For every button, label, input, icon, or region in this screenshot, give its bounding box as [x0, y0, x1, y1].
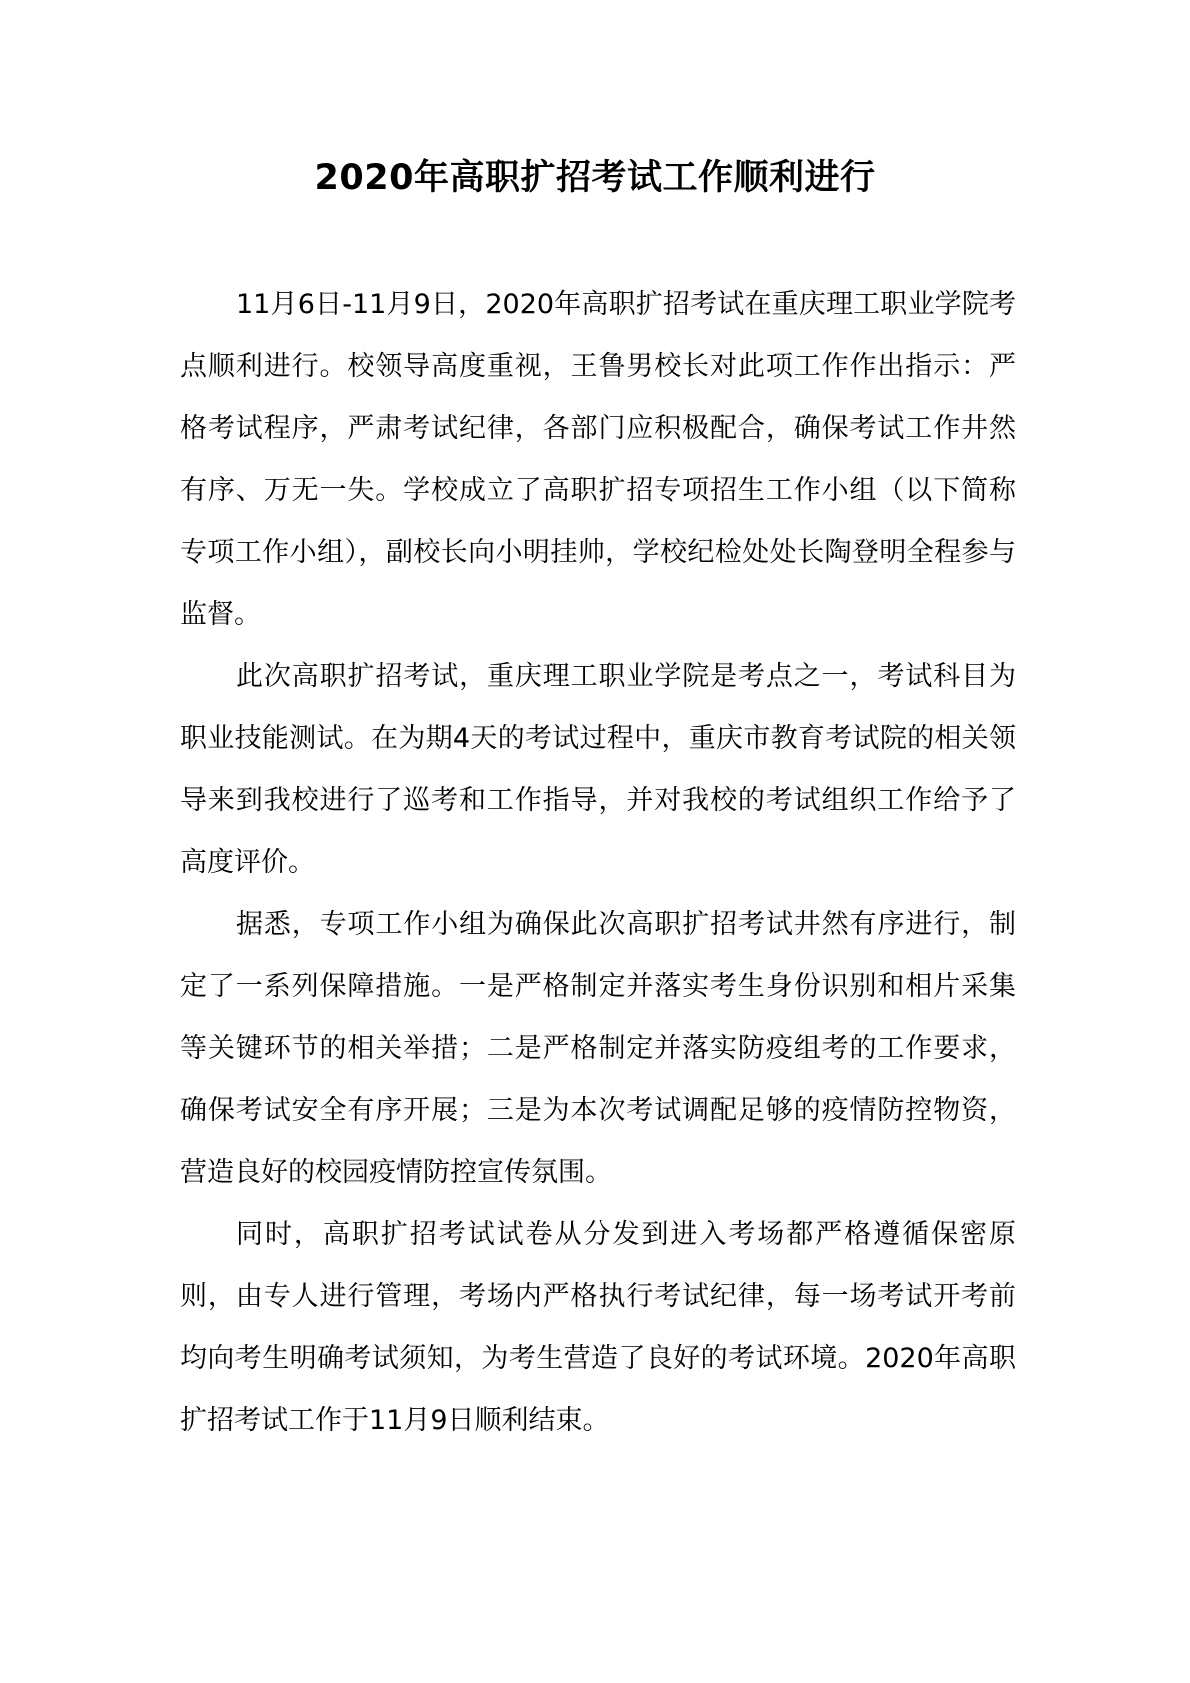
paragraph-2: 此次高职扩招考试，重庆理工职业学院是考点之一，考试科目为职业技能测试。在为期4天的考试过程中，重庆市教育考试院的相关领导来到我校进行了巡考和工作指导，并对我校的考试组织工作给予了高度评价。	[180, 661, 1016, 878]
paragraph-4: 同时，高职扩招考试试卷从分发到进入考场都严格遵循保密原则，由专人进行管理，考场内严格执行考试纪律，每一场考试开考前均向考生明确考试须知，为考生营造了良好的考试环境。2020年高职扩招考试工作于11月9日顺利结束。	[180, 1219, 1016, 1436]
document-title: 2020年高职扩招考试工作顺利进行	[314, 158, 876, 198]
document-body	[180, 274, 1016, 1452]
paragraph-3: 据悉，专项工作小组为确保此次高职扩招考试井然有序进行，制定了一系列保障措施。一是严格制定并落实考生身份识别和相片采集等关键环节的相关举措；二是严格制定并落实防疫组考的工作要求，确保考试安全有序开展；三是为本次考试调配足够的疫情防控物资，营造良好的校园疫情防控宣传氛围。	[180, 909, 1016, 1188]
paragraph-1: 11月6日-11月9日，2020年高职扩招考试在重庆理工职业学院考点顺利进行。校领导高度重视，王鲁男校长对此项工作作出指示：严格考试程序，严肃考试纪律，各部门应积极配合，确保考试工作井然有序、万无一失。学校成立了高职扩招专项招生工作小组（以下简称专项工作小组），副校长向小明挂帅，学校纪检处处长陶登明全程参与监督。	[180, 289, 1016, 630]
